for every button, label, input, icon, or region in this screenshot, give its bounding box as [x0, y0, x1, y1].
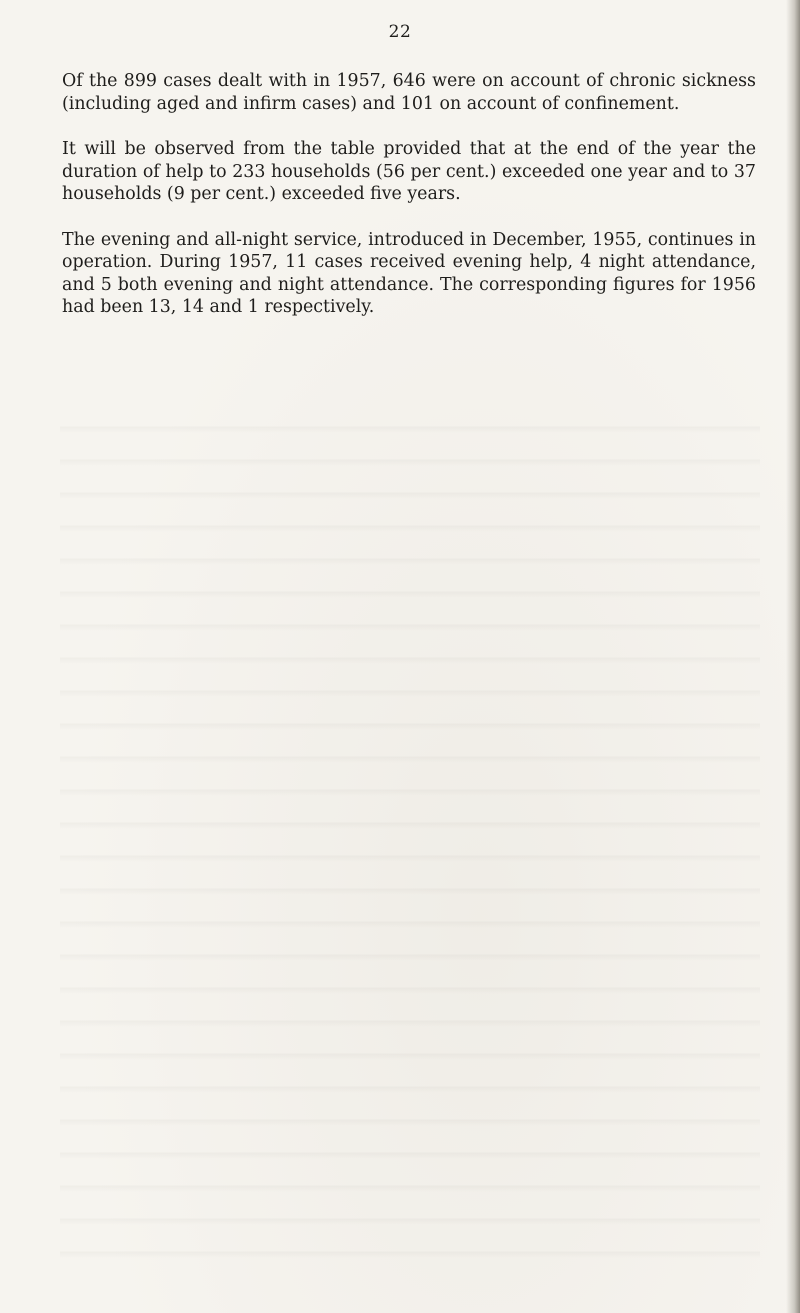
- paragraph-evening-night-service: The evening and all-night service, introduced in December, 1955, continues in operation. During 1957, 11 cases received evening help, 4 night attendance, and 5 both evening and night attendance. The corresponding figures for 1956 had been 13, 14 and 1 respectively.: [62, 229, 756, 317]
- body-text: [62, 70, 756, 342]
- page-edge-shadow: [786, 0, 800, 1313]
- paragraph-duration-of-help: It will be observed from the table provided that at the end of the year the duration of help to 233 households (56 per cent.) exceeded one year and to 37 households (9 per cent.) exceeded five years.: [62, 139, 756, 204]
- show-through-background: [60, 400, 760, 1260]
- paragraph-cases-dealt: Of the 899 cases dealt with in 1957, 646 were on account of chronic sickness (including aged and infirm cases) and 101 on account of confinement.: [62, 71, 756, 114]
- page-number: 22: [388, 22, 412, 42]
